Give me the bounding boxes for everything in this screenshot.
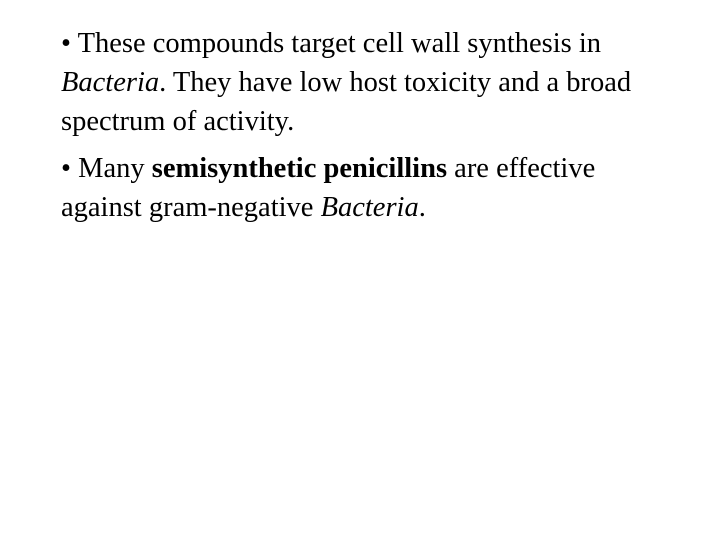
- bullet-text-italic: Bacteria: [61, 67, 160, 98]
- bullet-marker: •: [61, 153, 71, 184]
- bullet-text: Many: [70, 153, 152, 184]
- bullet-text-italic: Bacteria: [320, 192, 419, 223]
- bullet-list: [61, 24, 681, 235]
- bullet-text: .: [418, 192, 426, 223]
- bullet-text: . They have low host toxicity and a broad spectrum of activity.: [61, 67, 632, 137]
- bullet-text: These compounds target cell wall synthesis in: [70, 28, 602, 59]
- bullet-text: are effective against gram-negative: [61, 153, 596, 223]
- bullet-text-bold: semisynthetic penicillins: [151, 153, 448, 184]
- bullet-marker: •: [61, 28, 71, 59]
- bullet-item-semisynthetic: [61, 149, 681, 227]
- bullet-item-cell-wall: [61, 24, 681, 141]
